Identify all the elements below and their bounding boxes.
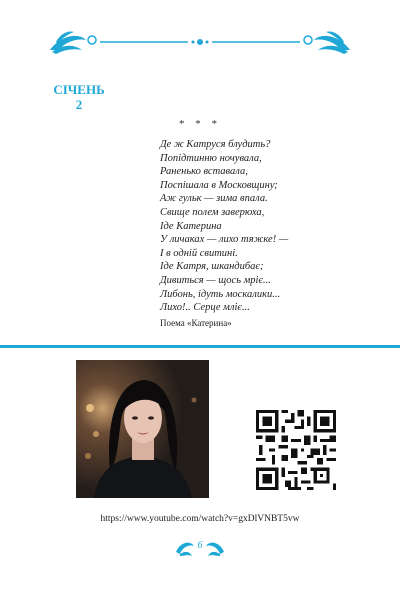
poem-line: Аж гульк — зима впала. (160, 193, 268, 205)
top-ornament-divider (0, 22, 400, 62)
poem-line: І в одній свитині. (160, 247, 238, 259)
month-label: СІЧЕНЬ (53, 82, 105, 97)
poem-line: Іде Катря, шкандибає; (160, 261, 264, 273)
poem-separator: * * * (179, 118, 221, 130)
video-url-link[interactable]: https://www.youtube.com/watch?v=gxDlVNBT5vw (100, 514, 300, 524)
poem-line: Свище полем заверюха, (160, 206, 265, 218)
poem-line: Дивиться — щось мріє... (160, 274, 271, 286)
poem-line: Поспішала в Московщину; (160, 179, 278, 191)
poem-source: Поема «Катерина» (160, 318, 232, 328)
poem-line: Де ж Катруся блудить? (160, 139, 271, 150)
presenter-image (76, 360, 209, 498)
poem-line: Раненько вставала, (160, 166, 248, 178)
section-divider-band (0, 345, 400, 348)
page-number: 6 (197, 540, 203, 551)
date-header (44, 82, 114, 112)
qr-code[interactable] (256, 410, 336, 490)
poem-line: Лихо!.. Серце мліє... (160, 302, 250, 314)
video-thumbnail[interactable] (76, 360, 209, 498)
poem-line: У личаках — лихо тяжке! — (160, 234, 289, 246)
poem-line: Іде Катерина (160, 220, 222, 232)
day-label: 2 (75, 97, 83, 112)
poem-text (160, 138, 380, 315)
poem-line: Либонь, ідуть москалики... (160, 288, 281, 300)
poem-line: Попідтинню ночувала, (160, 152, 262, 164)
